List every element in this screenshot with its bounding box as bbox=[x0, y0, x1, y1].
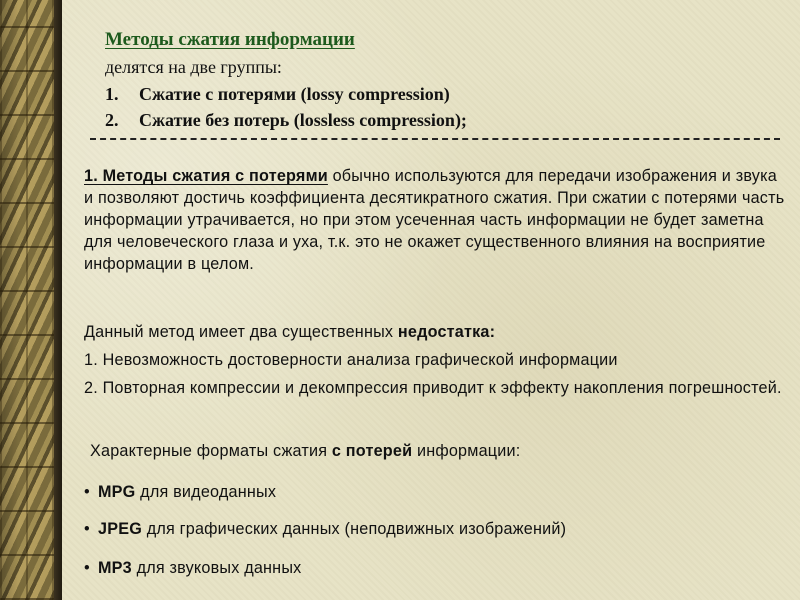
slide-content bbox=[80, 0, 795, 600]
group-item-text: Сжатие с потерями (lossy compression) bbox=[139, 84, 450, 104]
slide-subtitle: делятся на две группы: bbox=[105, 57, 282, 77]
formats-intro-end: информации: bbox=[412, 442, 521, 460]
drawback-item-2: 2. Повторная компрессии и декомпрессия приводит к эффекту накопления погрешностей. bbox=[84, 379, 782, 397]
group-item-text: Сжатие без потерь (lossless compression); bbox=[139, 110, 467, 130]
format-desc: для видеоданных bbox=[135, 483, 277, 501]
formats-intro bbox=[90, 440, 795, 462]
drawbacks-intro-text: Данный метод имеет два существенных bbox=[84, 323, 398, 341]
drawbacks-colon: : bbox=[489, 323, 496, 341]
drawback-item-1: 1. Невозможность достоверности анализа графической информации bbox=[84, 351, 618, 369]
bullet-icon: • bbox=[84, 483, 90, 501]
format-desc: для звуковых данных bbox=[131, 559, 302, 577]
group-item-number: 1. bbox=[105, 84, 119, 104]
group-item-lossless bbox=[105, 110, 467, 131]
lossy-description bbox=[84, 165, 789, 275]
group-item-number: 2. bbox=[105, 110, 119, 130]
format-item-jpeg bbox=[84, 518, 566, 540]
bullet-icon: • bbox=[84, 559, 90, 577]
section-text: обычно используются для передачи изображения и звука и позволяют достичь коэффициента десятикратного сжатия. При сжатии с потерями часть информации утрачивается, но при этом усеченная часть информации не будет заметна для человеческого глаза и уха, т.к. это не окажет существенного влияния на восприятие информации в целом. bbox=[84, 167, 785, 273]
section-heading: 1. Методы сжатия с потерями bbox=[84, 167, 328, 185]
formats-intro-emphasis: с потерей bbox=[331, 442, 413, 460]
format-item-mp3 bbox=[84, 557, 301, 579]
dashed-divider bbox=[90, 138, 780, 140]
slide-title: Методы сжатия информации bbox=[105, 29, 355, 50]
format-desc: для графических данных (неподвижных изображений) bbox=[142, 520, 567, 538]
side-border-pattern bbox=[0, 0, 54, 600]
format-item-mpg bbox=[84, 481, 276, 503]
drawbacks-intro bbox=[84, 321, 789, 343]
decorative-side-border bbox=[0, 0, 62, 600]
format-name: MP3 bbox=[98, 559, 132, 577]
formats-intro-text: Характерные форматы сжатия bbox=[90, 442, 332, 460]
format-name: JPEG bbox=[98, 520, 142, 538]
format-name: MPG bbox=[98, 483, 136, 501]
group-item-lossy bbox=[105, 84, 450, 105]
bullet-icon: • bbox=[84, 520, 90, 538]
drawbacks-word: недостатка bbox=[397, 323, 490, 341]
